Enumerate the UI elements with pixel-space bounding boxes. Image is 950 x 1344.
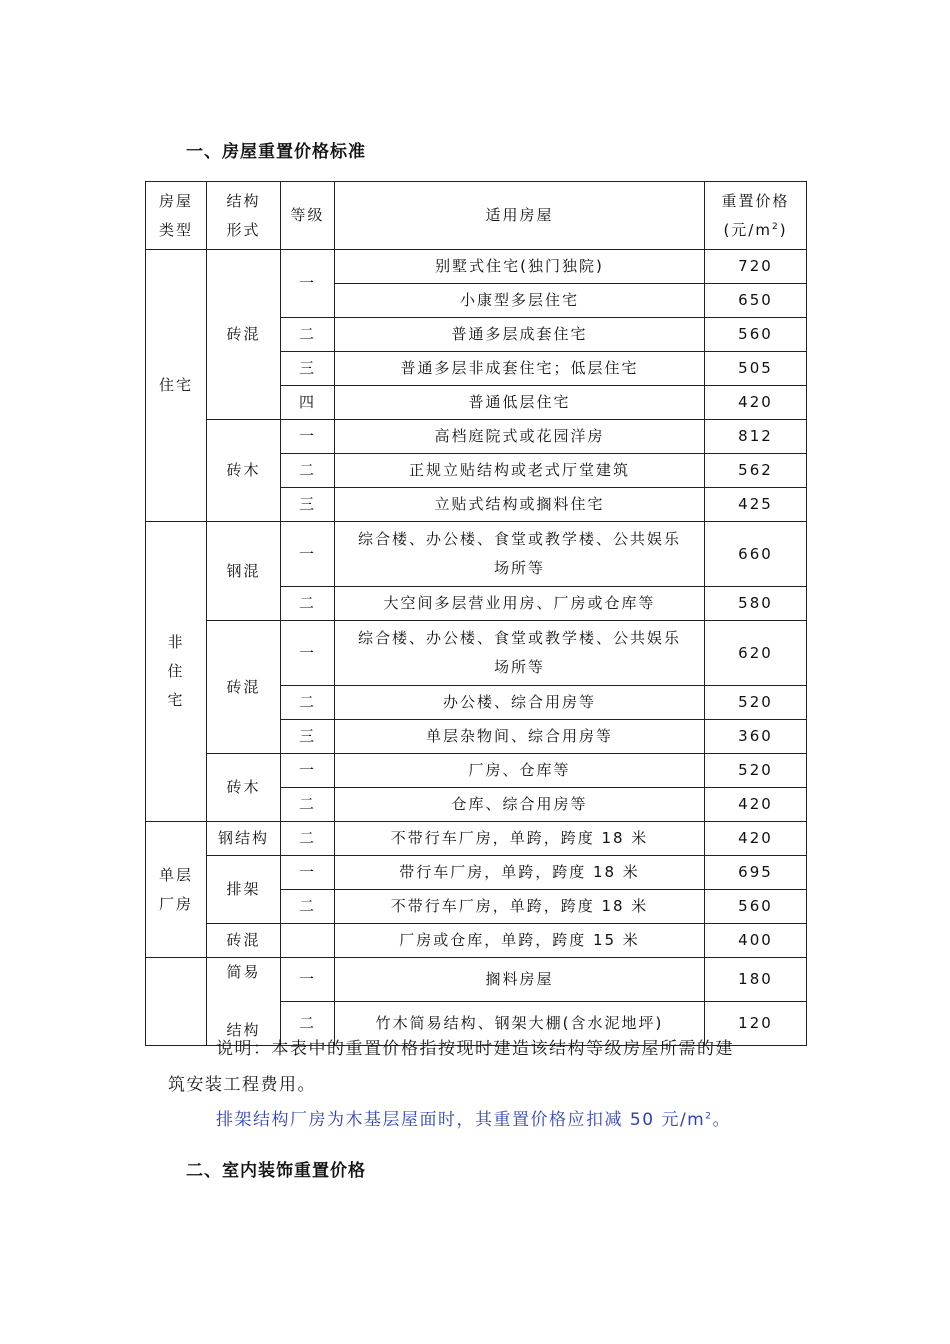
group-non-residential bbox=[146, 522, 207, 822]
usage-cell: 仓库、综合用房等 bbox=[335, 788, 705, 822]
price-cell: 520 bbox=[705, 754, 807, 788]
usage-cell: 正规立贴结构或老式厅堂建筑 bbox=[335, 454, 705, 488]
price-cell: 720 bbox=[705, 250, 807, 284]
grade-cell: 二 bbox=[281, 788, 335, 822]
group-empty bbox=[146, 958, 207, 1046]
unit-text: ) bbox=[779, 220, 788, 239]
header-usage: 适用房屋 bbox=[335, 182, 705, 250]
grade-cell: 一 bbox=[281, 754, 335, 788]
header-house-type bbox=[146, 182, 207, 250]
grade-cell: 二 bbox=[281, 318, 335, 352]
grade-cell: 四 bbox=[281, 386, 335, 420]
usage-cell: 不带行车厂房，单跨，跨度 18 米 bbox=[335, 890, 705, 924]
price-cell: 120 bbox=[705, 1002, 807, 1046]
usage-cell: 带行车厂房，单跨，跨度 18 米 bbox=[335, 856, 705, 890]
grade-cell: 二 bbox=[281, 587, 335, 621]
table-row bbox=[146, 856, 807, 890]
price-cell: 660 bbox=[705, 522, 807, 587]
usage-cell: 竹木简易结构、钢架大棚(含水泥地坪) bbox=[335, 1002, 705, 1046]
usage-cell: 不带行车厂房，单跨，跨度 18 米 bbox=[335, 822, 705, 856]
grade-cell: 二 bbox=[281, 454, 335, 488]
header-text: 类型 bbox=[158, 220, 193, 239]
note-line-3 bbox=[216, 1108, 731, 1132]
struct-cell: 砖木 bbox=[207, 420, 281, 522]
usage-cell: 厂房、仓库等 bbox=[335, 754, 705, 788]
note-text: 排架结构厂房为木基层屋面时，其重置价格应扣减 50 元/m bbox=[216, 1110, 706, 1130]
table-row bbox=[146, 250, 807, 284]
table-header-row bbox=[146, 182, 807, 250]
grade-cell: 二 bbox=[281, 686, 335, 720]
group-char: 非 bbox=[167, 633, 185, 651]
price-cell: 520 bbox=[705, 686, 807, 720]
usage-cell: 厂房或仓库，单跨，跨度 15 米 bbox=[335, 924, 705, 958]
note-sup: 2 bbox=[705, 1111, 713, 1122]
grade-cell: 一 bbox=[281, 958, 335, 1002]
usage-cell: 普通多层成套住宅 bbox=[335, 318, 705, 352]
price-cell: 425 bbox=[705, 488, 807, 522]
price-cell: 400 bbox=[705, 924, 807, 958]
price-cell: 560 bbox=[705, 890, 807, 924]
unit-sup: 2 bbox=[771, 221, 780, 232]
grade-cell: 一 bbox=[281, 250, 335, 318]
struct-cell: 钢混 bbox=[207, 522, 281, 621]
usage-cell bbox=[335, 522, 705, 587]
group-char: 住 bbox=[167, 662, 185, 680]
table-row bbox=[146, 958, 807, 1002]
note-line-1: 说明：本表中的重置价格指按现时建造该结构等级房屋所需的建 bbox=[216, 1039, 734, 1059]
usage-cell: 搁料房屋 bbox=[335, 958, 705, 1002]
usage-text: 场所等 bbox=[493, 559, 545, 577]
grade-cell: 二 bbox=[281, 890, 335, 924]
usage-cell: 单层杂物间、综合用房等 bbox=[335, 720, 705, 754]
grade-cell: 一 bbox=[281, 522, 335, 587]
price-cell: 360 bbox=[705, 720, 807, 754]
header-text: 结构 bbox=[226, 191, 261, 210]
price-cell: 620 bbox=[705, 621, 807, 686]
struct-cell: 砖混 bbox=[207, 924, 281, 958]
header-text: 房屋 bbox=[158, 191, 193, 210]
section-title-1: 一、房屋重置价格标准 bbox=[186, 142, 366, 162]
struct-cell bbox=[207, 958, 281, 1046]
struct-text: 简易 bbox=[226, 963, 261, 981]
grade-cell: 一 bbox=[281, 420, 335, 454]
table-row bbox=[146, 621, 807, 686]
usage-cell: 别墅式住宅(独门独院) bbox=[335, 250, 705, 284]
usage-text: 综合楼、办公楼、食堂或教学楼、公共娱乐 bbox=[357, 530, 681, 548]
header-structure bbox=[207, 182, 281, 250]
usage-text: 综合楼、办公楼、食堂或教学楼、公共娱乐 bbox=[357, 629, 681, 647]
group-char: 宅 bbox=[167, 691, 185, 709]
struct-cell: 砖混 bbox=[207, 250, 281, 420]
grade-cell: 一 bbox=[281, 621, 335, 686]
group-text: 厂房 bbox=[158, 894, 193, 913]
table-row bbox=[146, 522, 807, 587]
table-row bbox=[146, 420, 807, 454]
grade-cell: 三 bbox=[281, 488, 335, 522]
usage-cell: 普通多层非成套住宅；低层住宅 bbox=[335, 352, 705, 386]
unit-text: (元/m bbox=[723, 220, 772, 239]
price-cell: 420 bbox=[705, 822, 807, 856]
struct-cell: 钢结构 bbox=[207, 822, 281, 856]
header-text: 形式 bbox=[226, 220, 261, 239]
price-cell: 650 bbox=[705, 284, 807, 318]
grade-cell: 三 bbox=[281, 352, 335, 386]
usage-cell: 普通低层住宅 bbox=[335, 386, 705, 420]
group-text: 单层 bbox=[158, 865, 193, 884]
grade-cell: 二 bbox=[281, 1002, 335, 1046]
usage-cell: 办公楼、综合用房等 bbox=[335, 686, 705, 720]
struct-cell: 排架 bbox=[207, 856, 281, 924]
header-grade: 等级 bbox=[281, 182, 335, 250]
group-single-factory bbox=[146, 822, 207, 958]
table-row bbox=[146, 924, 807, 958]
note-text: 。 bbox=[712, 1110, 731, 1130]
price-cell: 812 bbox=[705, 420, 807, 454]
table-row bbox=[146, 822, 807, 856]
grade-cell: 二 bbox=[281, 822, 335, 856]
price-table bbox=[145, 181, 807, 1046]
price-cell: 180 bbox=[705, 958, 807, 1002]
usage-cell: 立贴式结构或搁料住宅 bbox=[335, 488, 705, 522]
note-line-2: 筑安装工程费用。 bbox=[168, 1075, 316, 1095]
price-cell: 562 bbox=[705, 454, 807, 488]
price-cell: 560 bbox=[705, 318, 807, 352]
usage-cell: 小康型多层住宅 bbox=[335, 284, 705, 318]
price-cell: 420 bbox=[705, 788, 807, 822]
price-cell: 420 bbox=[705, 386, 807, 420]
struct-cell: 砖混 bbox=[207, 621, 281, 754]
grade-cell bbox=[281, 924, 335, 958]
usage-cell bbox=[335, 621, 705, 686]
header-price bbox=[705, 182, 807, 250]
table-row bbox=[146, 754, 807, 788]
section-title-2: 二、室内装饰重置价格 bbox=[186, 1161, 366, 1181]
price-cell: 695 bbox=[705, 856, 807, 890]
grade-cell: 一 bbox=[281, 856, 335, 890]
struct-text: 结构 bbox=[226, 1021, 261, 1039]
struct-cell: 砖木 bbox=[207, 754, 281, 822]
price-cell: 580 bbox=[705, 587, 807, 621]
usage-text: 场所等 bbox=[493, 658, 545, 676]
usage-cell: 大空间多层营业用房、厂房或仓库等 bbox=[335, 587, 705, 621]
grade-cell: 三 bbox=[281, 720, 335, 754]
group-residential: 住宅 bbox=[146, 250, 207, 522]
header-text: 重置价格 bbox=[721, 191, 790, 210]
price-cell: 505 bbox=[705, 352, 807, 386]
usage-cell: 高档庭院式或花园洋房 bbox=[335, 420, 705, 454]
